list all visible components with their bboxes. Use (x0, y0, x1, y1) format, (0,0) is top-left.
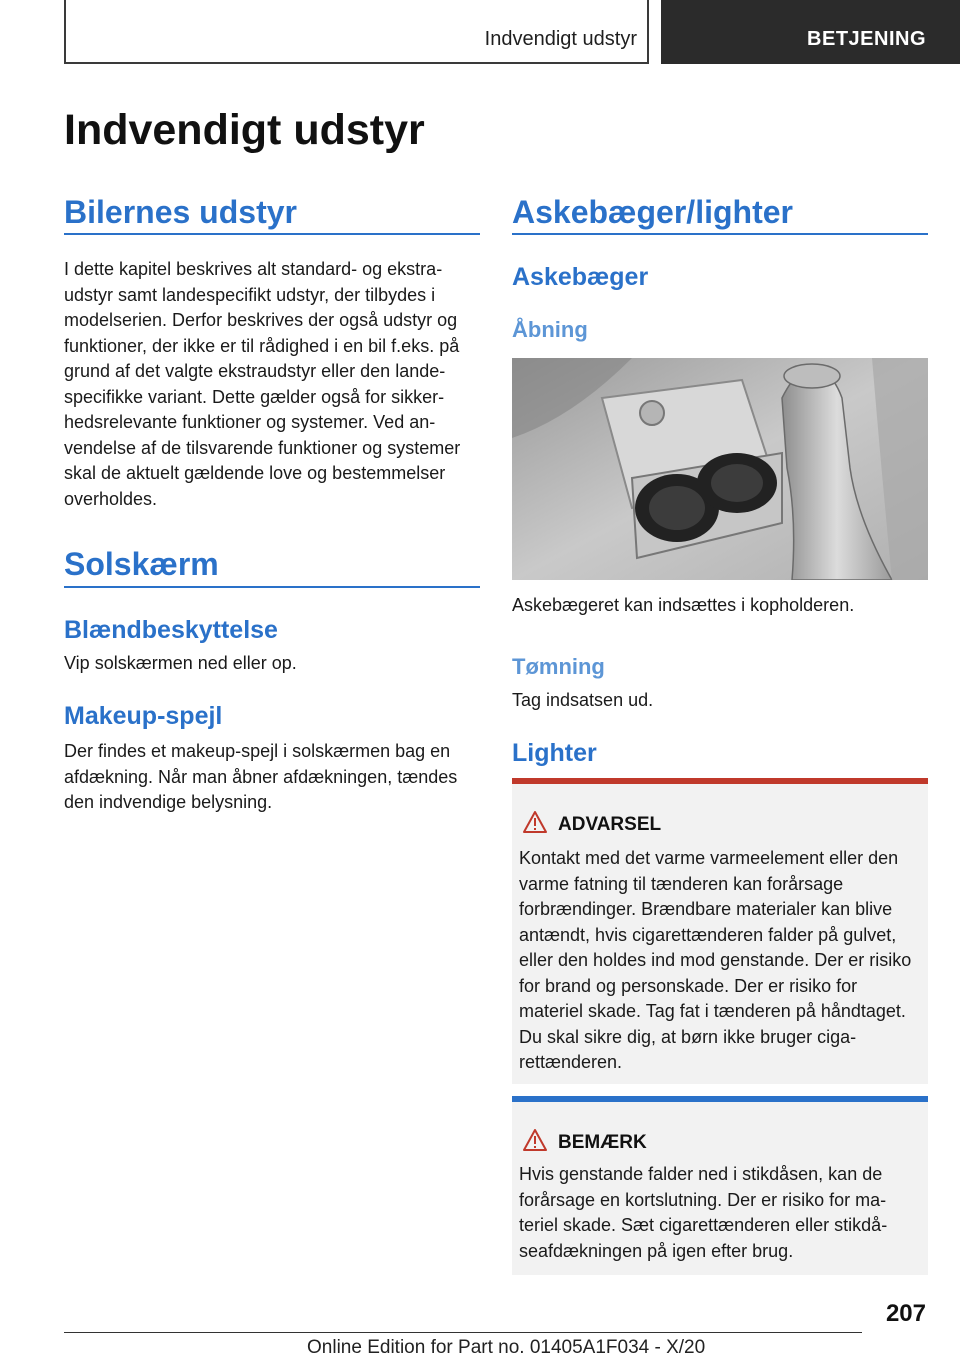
notice-text: Hvis genstande falder ned i stikdåsen, kan de forårsage en kortslutning. Der er risiko for materiel skade. Sæt cigarettænderen eller stikdåseafdækningen på igen efter brug. (519, 1164, 888, 1261)
warning-box (512, 778, 928, 1084)
page-number: 207 (885, 1300, 926, 1327)
tomning-paragraph: Tag indsatsen ud. (512, 690, 654, 710)
photo-caption: Askebægeret kan indsættes i kopholderen. (512, 595, 855, 615)
blaend-paragraph: Vip solskærmen ned eller op. (64, 653, 297, 673)
heading-aabning: Åbning (512, 317, 588, 342)
bilernes-paragraph: I dette kapitel beskrives alt standard- og ekstraudstyr samt landespecifikt udstyr, der tilbydes i modelserien. Derfor beskrives der også udstyr og funktioner, der ikke er til rådighed i en bil f.eks. på grund af det valgte ekstraudstyr eller den landespecifikke variant. Dette gælder også for sikkerhedsrelevante funktioner og systemer. Ved anvendelse af de tilsvarende funktioner og systemer skal de aktuelt gældende love og bestemmelser overholdes. (64, 259, 461, 509)
heading-rule (512, 233, 928, 235)
heading-askebaeger-lighter: Askebæger/lighter (512, 194, 793, 230)
heading-tomning: Tømning (512, 654, 605, 679)
notice-box (512, 1096, 928, 1275)
footer-rule (64, 1332, 862, 1333)
heading-lighter: Lighter (512, 739, 597, 767)
makeup-paragraph: Der findes et makeup-spejl i solskærmen bag en afdækning. Når man åbner afdækningen, tændes den indvendige belysning. (64, 741, 458, 812)
heading-askebaeger: Askebæger (512, 263, 649, 291)
heading-rule (64, 586, 480, 588)
heading-bilernes-udstyr: Bilernes udstyr (64, 194, 297, 230)
warning-triangle-icon (522, 1128, 548, 1152)
page-title: Indvendigt udstyr (64, 106, 425, 154)
heading-solskaerm: Solskærm (64, 546, 219, 582)
header-chapter-tab (661, 0, 960, 64)
warning-text: Kontakt med det varme varmeelement eller den varme fatning til tænderen kan forårsage forbrændinger. Brændbare materialer kan blive antændt, hvis cigarettænderen falder på gulvet, eller den holdes ind mod genstande. Der er risiko for brand og personskade. Der er risiko for materiel skade. Tag fat i tænderen på håndtaget. Du skal sikre dig, at børn ikke bruger cigarettænderen. (519, 848, 912, 1072)
cupholder-photo (512, 358, 928, 580)
heading-rule (64, 233, 480, 235)
footer-edition-text: Online Edition for Part no. 01405A1F034 - X/20 (307, 1337, 706, 1358)
header-section-label: Indvendigt udstyr (484, 28, 637, 50)
warning-title: ADVARSEL (558, 814, 662, 835)
notice-title: BEMÆRK (558, 1132, 647, 1153)
heading-blaendbeskyttelse: Blændbeskyttelse (64, 616, 278, 644)
heading-makeup-spejl: Makeup-spejl (64, 702, 223, 730)
warning-triangle-icon (522, 810, 548, 834)
header-chapter-label: BETJENING (807, 28, 926, 50)
